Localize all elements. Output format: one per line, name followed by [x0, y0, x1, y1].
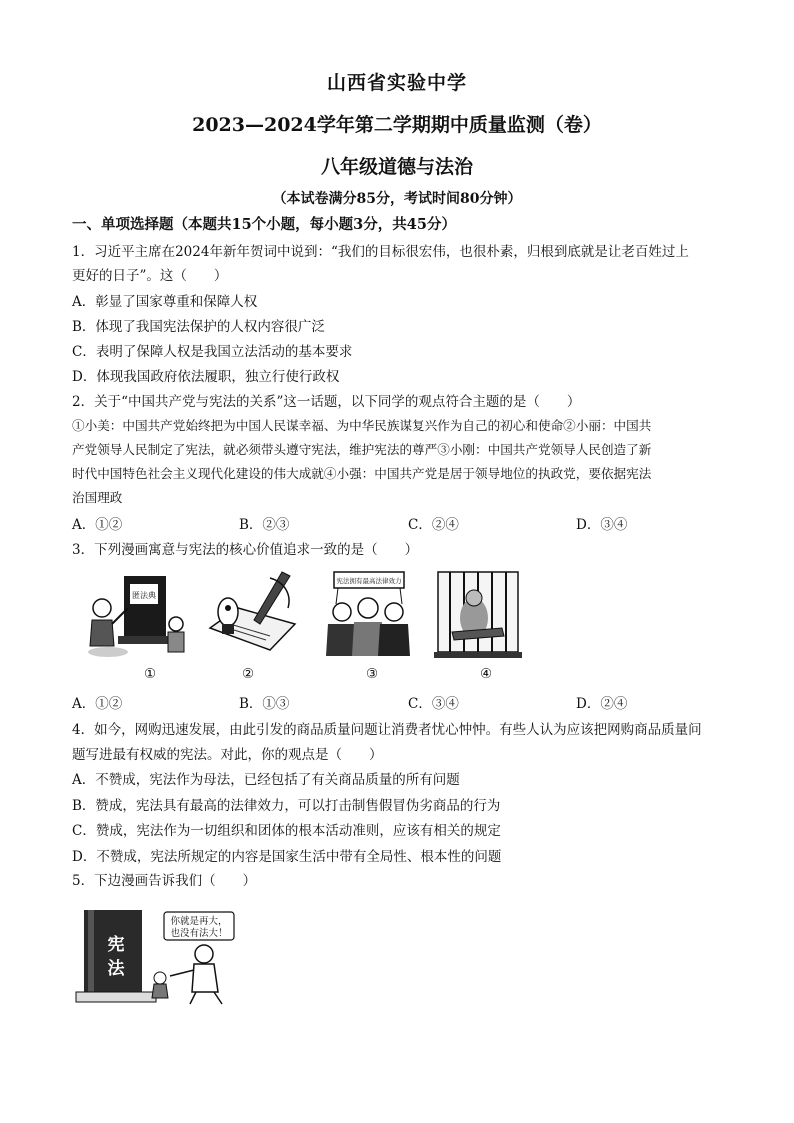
q4-option-b: B．赞成，宪法具有最高的法律效力，可以打击制售假冒伪劣商品的行为: [72, 798, 501, 814]
q3-option-b: B．①③: [239, 696, 290, 712]
cartoon-3-banner-text: 宪法拥有最高法律效力: [336, 577, 402, 585]
q3-option-c: C．③④: [408, 696, 459, 712]
q4-stem-line1: 4．如今，网购迅速发展，由此引发的商品质量问题让消费者忧心忡忡。有些人认为应该把网购商品质量问: [72, 722, 702, 738]
q3-option-d: D．②④: [576, 696, 628, 712]
q5-speech-line2: 也没有法大！: [170, 928, 228, 939]
q2-option-a: A．①②: [72, 517, 123, 533]
q4-option-a: A．不赞成，宪法作为母法，已经包括了有关商品质量的所有问题: [72, 772, 460, 788]
exam-info: （本试卷满分85分，考试时间80分钟）: [272, 191, 522, 207]
q5-book-title-part1: 宪: [107, 935, 125, 955]
q3-options-row: [72, 692, 732, 712]
q4-option-c: C．赞成，宪法作为一切组织和团体的根本活动准则，应该有相关的规定: [72, 823, 501, 839]
q2-options-row: [72, 513, 732, 533]
q3-caption-4: ④: [480, 666, 493, 682]
cartoon-4-image: [432, 568, 528, 660]
q2-stem: 2．关于“中国共产党与宪法的关系”这一话题，以下同学的观点符合主题的是（ ）: [72, 394, 581, 410]
q1-option-b: B．体现了我国宪法保护的人权内容很广泛: [72, 319, 325, 335]
q5-cartoon-image: [72, 906, 242, 1006]
q2-option-b: B．②③: [239, 517, 290, 533]
q2-body-line3: 时代中国特色社会主义现代化建设的伟大成就④小强：中国共产党是居于领导地位的执政党，要依据宪法: [72, 466, 652, 481]
school-title: 山西省实验中学: [326, 72, 467, 94]
q2-body-line1: ①小美：中国共产党始终把为中国人民谋幸福、为中华民族谋复兴作为自己的初心和使命②小丽：中国共: [72, 418, 652, 433]
q3-caption-3: ③: [366, 666, 379, 682]
exam-title: 2023—2024学年第二学期期中质量监测（卷）: [192, 114, 602, 136]
q2-body-line2: 产党领导人民制定了宪法，就必须带头遵守宪法，维护宪法的尊严③小刚：中国共产党领导人民创造了新: [72, 442, 652, 457]
q2-option-c: C．②④: [408, 517, 459, 533]
q3-stem: 3．下列漫画寓意与宪法的核心价值追求一致的是（ ）: [72, 542, 419, 558]
q5-stem: 5．下边漫画告诉我们（ ）: [72, 873, 257, 889]
q1-option-c: C．表明了保障人权是我国立法活动的基本要求: [72, 344, 353, 360]
cartoon-3-image: [314, 568, 422, 660]
q2-option-d: D．③④: [576, 517, 628, 533]
cartoon-2-image: [200, 568, 300, 660]
q3-cartoon-row: [78, 568, 538, 660]
q4-stem-line2: 题写进最有权威的宪法。对此，你的观点是（ ）: [72, 747, 383, 763]
section-heading: 一、单项选择题（本题共15个小题，每小题3分，共45分）: [72, 216, 456, 233]
q5-speech-line1: 你就是再大，: [170, 916, 228, 927]
cartoon-1-image: [78, 568, 188, 660]
cartoon-1-sign-text: 匿法典: [132, 591, 156, 600]
q5-book-title-part2: 法: [107, 959, 125, 979]
q1-option-d: D．体现我国政府依法履职，独立行使行政权: [72, 369, 340, 385]
q1-stem-line2: 更好的日子”。这（ ）: [72, 268, 228, 284]
q1-stem-line1: 1．习近平主席在2024年新年贺词中说到：“我们的目标很宏伟，也很朴素，归根到底就是让老百姓过上: [72, 244, 689, 260]
subject-title: 八年级道德与法治: [320, 156, 473, 178]
q3-caption-1: ①: [144, 666, 157, 682]
q4-option-d: D．不赞成，宪法所规定的内容是国家生活中带有全局性、根本性的问题: [72, 849, 502, 865]
q3-caption-2: ②: [242, 666, 255, 682]
q1-option-a: A．彰显了国家尊重和保障人权: [72, 294, 258, 310]
q2-body-line4: 治国理政: [72, 490, 123, 505]
q3-option-a: A．①②: [72, 696, 123, 712]
